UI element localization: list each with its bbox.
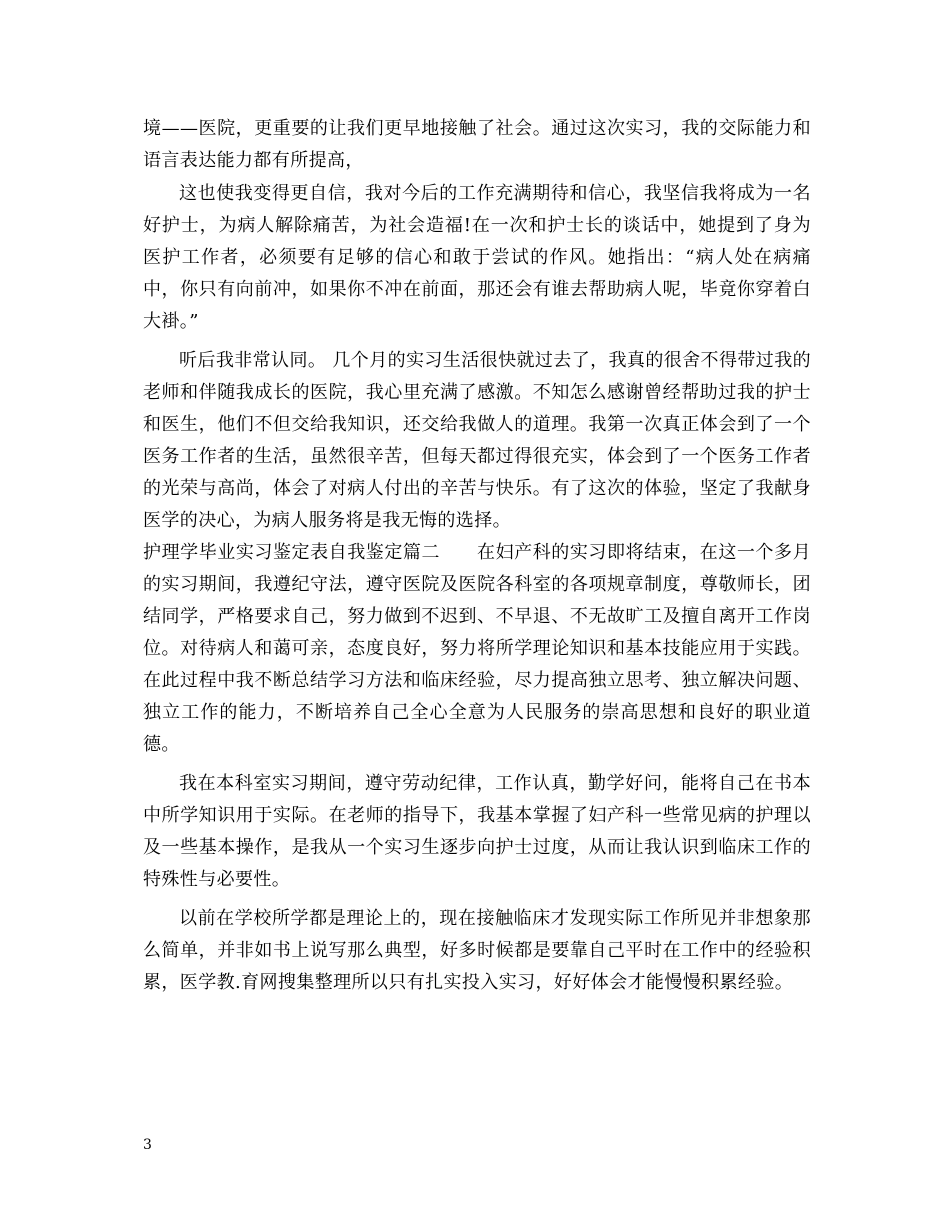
- paragraph-confidence: 这也使我变得更自信，我对今后的工作充满期待和信心，我坚信我将成为一名好护士，为病人解除痛苦，为社会造福!在一次和护士长的谈话中，她提到了身为医护工作者，必须要有足够的信心和敢于尝试的作风。她指出：“病人处在病痛中，你只有向前冲，如果你不冲在前面，那还会有谁去帮助病人呢，毕竟你穿着白大褂。”: [143, 183, 811, 332]
- document-body: [143, 113, 811, 999]
- paragraph-continuation: 境——医院，更重要的让我们更早地接触了社会。通过这次实习，我的交际能力和语言表达能力都有所提高，: [143, 118, 811, 171]
- paragraph-department: 我在本科室实习期间，遵守劳动纪律，工作认真，勤学好问，能将自己在书本中所学知识用于实际。在老师的指导下，我基本掌握了妇产科一些常见病的护理以及一些基本操作，是我从一个实习生逐步向护士过度，从而让我认识到临床工作的特殊性与必要性。: [143, 773, 811, 890]
- page-number: 3: [143, 1137, 152, 1153]
- paragraph-gratitude: 听后我非常认同。 几个月的实习生活很快就过去了，我真的很舍不得带过我的老师和伴随我成长的医院，我心里充满了感激。不知怎么感谢曾经帮助过我的护士和医生，他们不但交给我知识，还交给我做人的道理。我第一次真正体会到了一个医务工作者的生活，虽然很辛苦，但每天都过得很充实，体会到了一个医务工作者的光荣与高尚，体会了对病人付出的辛苦与快乐。有了这次的体验，坚定了我献身医学的决心，为病人服务将是我无悔的选择。: [143, 350, 811, 531]
- section-gap: [440, 542, 477, 563]
- paragraph-section-two: [143, 537, 811, 761]
- paragraph-obstetrics-intro: 在妇产科的实习即将结束，在这一个多月的实习期间，我遵纪守法，遵守医院及医院各科室的各项规章制度，尊敬师长，团结同学，严格要求自己，努力做到不迟到、不早退、不无故旷工及擅自离开工作岗位。对待病人和蔼可亲，态度良好，努力将所学理论知识和基本技能应用于实践。在此过程中我不断总结学习方法和临床经验，尽力提高独立思考、独立解决问题、独立工作的能力，不断培养自己全心全意为人民服务的崇高思想和良好的职业道德。: [143, 542, 811, 755]
- paragraph-experience: 以前在学校所学都是理论上的，现在接触临床才发现实际工作所见并非想象那么简单，并非如书上说写那么典型，好多时候都是要靠自己平时在工作中的经验积累，医学教.育网搜集整理所以只有扎实投入实习，好好体会才能慢慢积累经验。: [143, 908, 811, 993]
- section-heading: 护理学毕业实习鉴定表自我鉴定篇二: [143, 542, 441, 563]
